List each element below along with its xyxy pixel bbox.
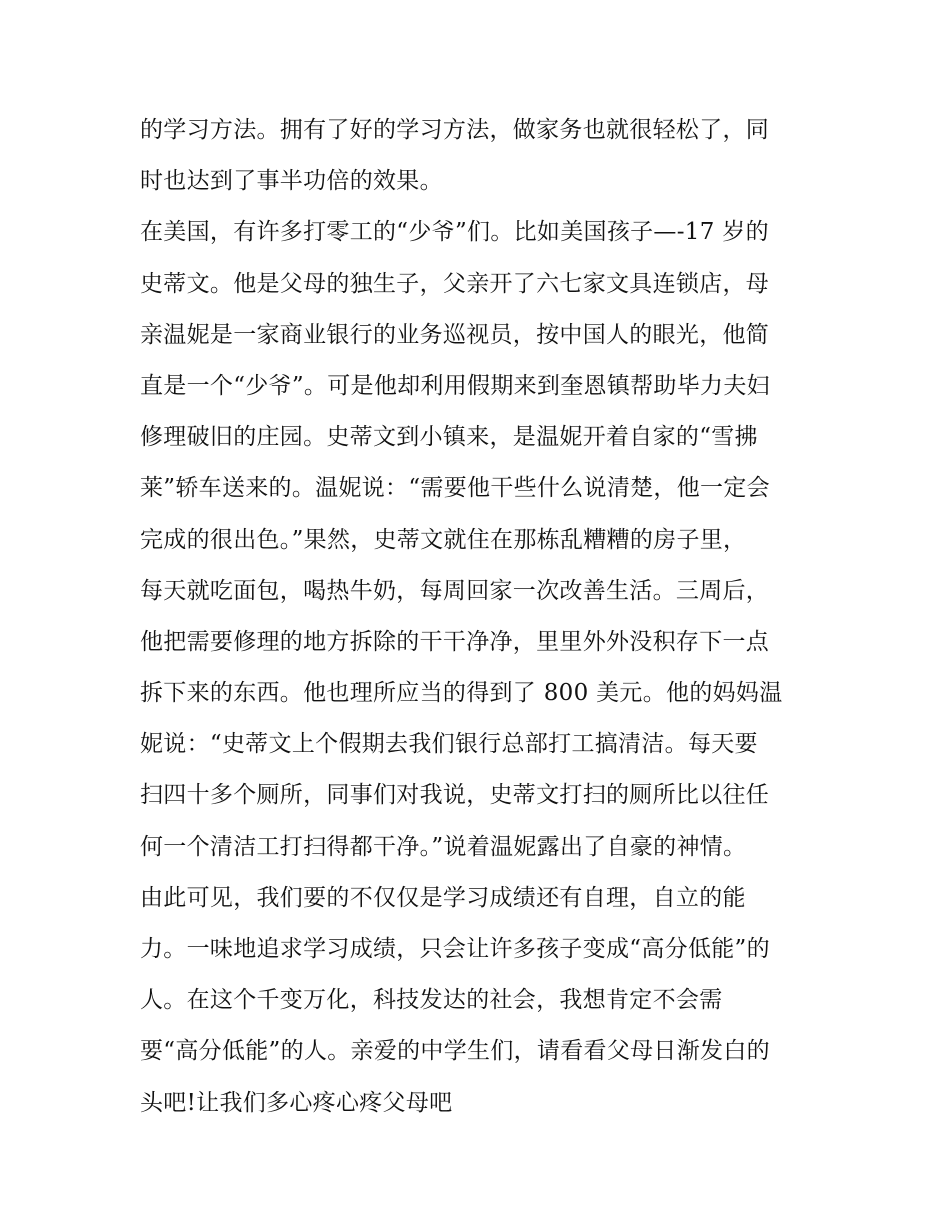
text-line: 亲温妮是一家商业银行的业务巡视员，按中国人的眼光，他简: [140, 321, 770, 348]
text-line: 他把需要修理的地方拆除的干干净净，里里外外没积存下一点: [140, 628, 770, 655]
text-line: 由此可见，我们要的不仅仅是学习成绩还有自理，自立的能: [140, 884, 746, 911]
text-line: 修理破旧的庄园。史蒂文到小镇来，是温妮开着自家的“雪拂: [140, 424, 758, 451]
text-line: 要“高分低能”的人。亲爱的中学生们，请看看父母日渐发白的: [140, 1038, 770, 1065]
text-line: 时也达到了事半功倍的效果。: [140, 168, 443, 195]
text-line: 人。在这个千变万化，科技发达的社会，我想肯定不会需: [140, 987, 723, 1014]
text-line: 莱”轿车送来的。温妮说：“需要他干些什么说清楚，他一定会: [140, 475, 770, 502]
text-line: 直是一个“少爷”。可是他却利用假期来到奎恩镇帮助毕力夫妇: [140, 372, 770, 399]
text-line: 史蒂文。他是父母的独生子，父亲开了六七家文具连锁店，母: [140, 270, 770, 297]
text-line: 妮说：“史蒂文上个假期去我们银行总部打工搞清洁。每天要: [140, 731, 758, 758]
text-line: 扫四十多个厕所，同事们对我说，史蒂文打扫的厕所比以往任: [140, 782, 770, 809]
text-line: 何一个清洁工打扫得都干净。”说着温妮露出了自豪的神情。: [140, 833, 747, 860]
text-line: 头吧!让我们多心疼心疼父母吧: [140, 1089, 453, 1116]
document-body: [140, 108, 820, 1132]
text-line: 力。一味地追求学习成绩，只会让许多孩子变成“高分低能”的: [140, 936, 770, 962]
text-line: 每天就吃面包，喝热牛奶，每周回家一次改善生活。三周后，: [140, 577, 770, 604]
text-line: 在美国，有许多打零工的“少爷”们。比如美国孩子—-17 岁的: [140, 219, 769, 246]
text-line: 完成的很出色。”果然，史蒂文就住在那栋乱糟糟的房子里，: [140, 526, 747, 553]
text-line: 拆下来的东西。他也理所应当的得到了 800 美元。他的妈妈温: [140, 680, 783, 707]
text-line: 的学习方法。拥有了好的学习方法，做家务也就很轻松了，同: [140, 117, 770, 143]
